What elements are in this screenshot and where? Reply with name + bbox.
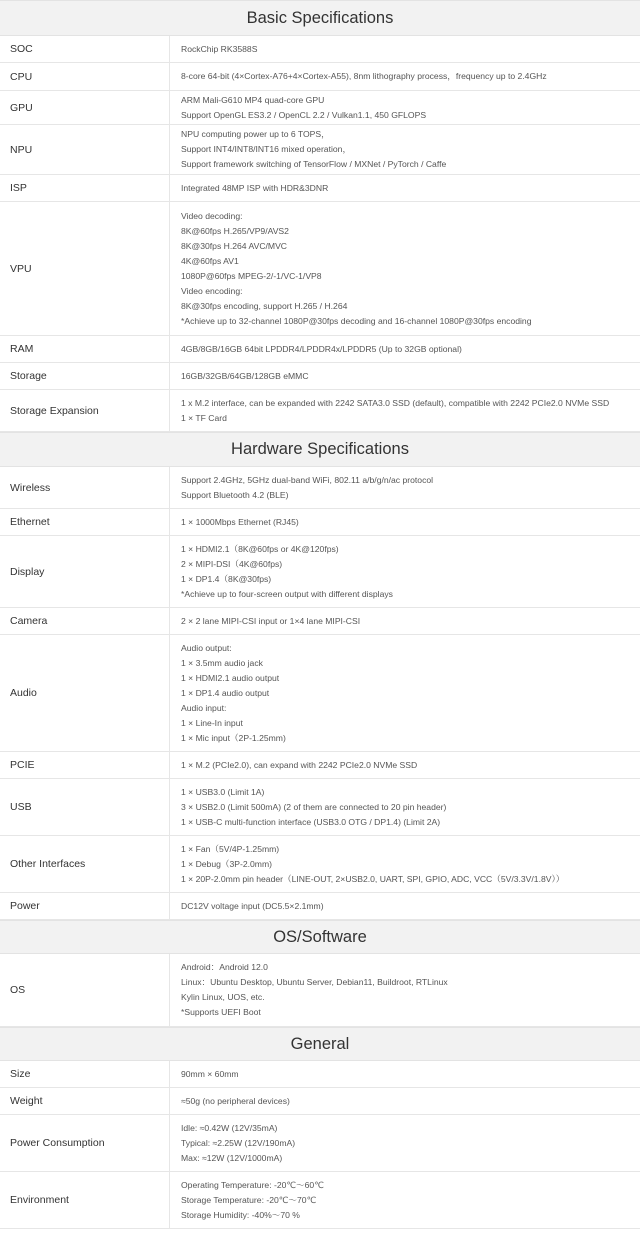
spec-value-line: *Achieve up to four-screen output with different displays: [181, 588, 393, 599]
spec-value: [170, 635, 640, 751]
spec-label: Size: [0, 1061, 170, 1087]
spec-label: Power: [0, 893, 170, 919]
spec-label: VPU: [0, 202, 170, 335]
spec-row: [0, 1172, 640, 1229]
spec-label: GPU: [0, 91, 170, 124]
spec-row: [0, 954, 640, 1027]
spec-label: Weight: [0, 1088, 170, 1114]
spec-value: [170, 752, 640, 778]
spec-row: [0, 336, 640, 363]
spec-value: [170, 1115, 640, 1171]
spec-row: [0, 390, 640, 432]
spec-value-line: 4K@60fps AV1: [181, 255, 239, 266]
spec-value-line: 1 × DP1.4 audio output: [181, 687, 270, 698]
spec-value: [170, 836, 640, 892]
spec-label: CPU: [0, 63, 170, 90]
spec-value-line: Integrated 48MP ISP with HDR&3DNR: [181, 182, 329, 193]
spec-row: [0, 202, 640, 336]
spec-label: NPU: [0, 125, 170, 174]
spec-value-line: 1 × 1000Mbps Ethernet (RJ45): [181, 516, 299, 527]
spec-value-line: 8-core 64-bit (4×Cortex-A76+4×Cortex-A55), 8nm lithography process，frequency up to 2.4GHz: [181, 71, 547, 81]
spec-value-line: 2 × 2 lane MIPI-CSI input or 1×4 lane MIPI-CSI: [181, 615, 361, 626]
spec-value-line: 3 × USB2.0 (Limit 500mA) (2 of them are connected to 20 pin header): [181, 801, 447, 812]
spec-row: [0, 363, 640, 390]
spec-label: Camera: [0, 608, 170, 634]
spec-value-line: Support 2.4GHz, 5GHz dual-band WiFi, 802.11 a/b/g/n/ac protocol: [181, 474, 434, 485]
spec-value-line: 16GB/32GB/64GB/128GB eMMC: [181, 370, 309, 381]
spec-value-line: Max: ≈12W (12V/1000mA): [181, 1152, 283, 1163]
spec-label: RAM: [0, 336, 170, 362]
spec-row: [0, 91, 640, 125]
spec-row: [0, 175, 640, 202]
spec-label: USB: [0, 779, 170, 835]
spec-value-line: 8K@60fps H.265/VP9/AVS2: [181, 225, 289, 236]
spec-label: Storage: [0, 363, 170, 389]
spec-value-line: 8K@30fps encoding, support H.265 / H.264: [181, 300, 348, 311]
spec-value-line: 2 × MIPI-DSI（4K@60fps): [181, 558, 283, 569]
spec-label: Other Interfaces: [0, 836, 170, 892]
section-title: Hardware Specifications: [0, 432, 640, 467]
spec-value-line: 1 × Mic input（2P-1.25mm): [181, 732, 286, 743]
spec-value-line: 4GB/8GB/16GB 64bit LPDDR4/LPDDR4x/LPDDR5 (Up to 32GB optional): [181, 343, 462, 354]
spec-value: [170, 125, 640, 174]
spec-value-line: 1 × HDMI2.1 audio output: [181, 672, 280, 683]
spec-label: Power Consumption: [0, 1115, 170, 1171]
spec-value-line: 8K@30fps H.264 AVC/MVC: [181, 240, 288, 251]
spec-row: [0, 893, 640, 920]
spec-row: [0, 1061, 640, 1088]
spec-label: Audio: [0, 635, 170, 751]
spec-row: [0, 63, 640, 91]
spec-value-line: NPU computing power up to 6 TOPS，: [181, 129, 330, 139]
spec-value-line: *Achieve up to 32-channel 1080P@30fps decoding and 16-channel 1080P@30fps encoding: [181, 315, 532, 326]
spec-row: [0, 779, 640, 836]
spec-value: [170, 91, 640, 124]
spec-row: [0, 1115, 640, 1172]
spec-value: [170, 63, 640, 90]
spec-section: [0, 920, 640, 1027]
spec-row: [0, 536, 640, 608]
spec-value-line: Typical: ≈2.25W (12V/190mA): [181, 1137, 296, 1148]
spec-value-line: Support framework switching of TensorFlow / MXNet / PyTorch / Caffe: [181, 159, 447, 169]
spec-value-line: Idle: ≈0.42W (12V/35mA): [181, 1122, 278, 1133]
spec-label: PCIE: [0, 752, 170, 778]
spec-value-line: 1080P@60fps MPEG-2/-1/VC-1/VP8: [181, 270, 322, 281]
spec-value: [170, 363, 640, 389]
spec-value-line: Video encoding:: [181, 285, 243, 296]
spec-section: [0, 432, 640, 920]
spec-value: [170, 536, 640, 607]
section-title: OS/Software: [0, 920, 640, 954]
spec-value-line: RockChip RK3588S: [181, 43, 258, 54]
spec-value: [170, 175, 640, 201]
spec-value-line: Android：Android 12.0: [181, 962, 268, 972]
spec-value-line: 1 × Debug（3P-2.0mm): [181, 858, 272, 869]
spec-value-line: Storage Humidity: -40%～70 %: [181, 1209, 300, 1220]
spec-label: Ethernet: [0, 509, 170, 535]
spec-row: [0, 608, 640, 635]
spec-value: [170, 1061, 640, 1087]
spec-value: [170, 1172, 640, 1228]
spec-value-line: Support INT4/INT8/INT16 mixed operation，: [181, 144, 352, 154]
spec-value: [170, 608, 640, 634]
spec-value: [170, 509, 640, 535]
spec-value: [170, 390, 640, 431]
spec-label: ISP: [0, 175, 170, 201]
spec-value-line: ≈50g (no peripheral devices): [181, 1095, 290, 1106]
spec-value: [170, 1088, 640, 1114]
spec-value-line: Video decoding:: [181, 210, 243, 221]
spec-label: Display: [0, 536, 170, 607]
spec-section: [0, 1027, 640, 1229]
spec-value-line: Operating Temperature: -20℃～60℃: [181, 1179, 324, 1190]
spec-value-line: 1 × USB3.0 (Limit 1A): [181, 786, 265, 797]
spec-value: [170, 467, 640, 508]
spec-label: Environment: [0, 1172, 170, 1228]
spec-value-line: 1 × DP1.4（8K@30fps): [181, 573, 272, 584]
spec-value-line: 1 × 3.5mm audio jack: [181, 657, 263, 668]
spec-value-line: 1 × 20P-2.0mm pin header（LINE-OUT, 2×USB2.0, UART, SPI, GPIO, ADC, VCC（5V/3.3V/1.8V））: [181, 873, 565, 884]
spec-value-line: 1 × Line-In input: [181, 717, 243, 728]
spec-value-line: Storage Temperature: -20℃～70℃: [181, 1194, 317, 1205]
spec-value: [170, 779, 640, 835]
section-title: Basic Specifications: [0, 0, 640, 36]
spec-value-line: Audio input:: [181, 702, 227, 713]
spec-row: [0, 1088, 640, 1115]
section-title: General: [0, 1027, 640, 1061]
spec-row: [0, 836, 640, 893]
spec-value-line: DC12V voltage input (DC5.5×2.1mm): [181, 900, 324, 911]
spec-section: [0, 0, 640, 432]
spec-value-line: *Supports UEFI Boot: [181, 1007, 261, 1017]
spec-value-line: 1 × HDMI2.1（8K@60fps or 4K@120fps): [181, 543, 339, 554]
spec-value-line: 1 × Fan（5V/4P-1.25mm): [181, 843, 280, 854]
spec-value-line: Audio output:: [181, 642, 232, 653]
spec-value-line: 1 x M.2 interface, can be expanded with 2242 SATA3.0 SSD (default), compatible with 2242 PCIe2.0 NVMe SSD: [181, 397, 610, 408]
spec-value-line: Support Bluetooth 4.2 (BLE): [181, 489, 289, 500]
spec-label: Wireless: [0, 467, 170, 508]
spec-value-line: ARM Mali-G610 MP4 quad-core GPU: [181, 94, 325, 105]
spec-value-line: 1 × M.2 (PCIe2.0), can expand with 2242 PCIe2.0 NVMe SSD: [181, 759, 418, 770]
spec-value-line: 1 × TF Card: [181, 412, 227, 423]
spec-row: [0, 36, 640, 63]
spec-row: [0, 509, 640, 536]
spec-label: SOC: [0, 36, 170, 62]
spec-row: [0, 125, 640, 175]
spec-row: [0, 752, 640, 779]
spec-value-line: Support OpenGL ES3.2 / OpenCL 2.2 / Vulkan1.1, 450 GFLOPS: [181, 109, 427, 120]
spec-value: [170, 893, 640, 919]
spec-value: [170, 202, 640, 335]
spec-value-line: 1 × USB-C multi-function interface (USB3.0 OTG / DP1.4) (Limit 2A): [181, 816, 441, 827]
spec-row: [0, 467, 640, 509]
spec-label: OS: [0, 954, 170, 1026]
spec-value: [170, 36, 640, 62]
spec-value-line: Kylin Linux, UOS, etc.: [181, 992, 265, 1002]
spec-value: [170, 954, 640, 1026]
spec-value: [170, 336, 640, 362]
spec-row: [0, 635, 640, 752]
spec-label: Storage Expansion: [0, 390, 170, 431]
spec-value-line: Linux：Ubuntu Desktop, Ubuntu Server, Debian11, Buildroot, RTLinux: [181, 977, 448, 987]
spec-value-line: 90mm × 60mm: [181, 1068, 239, 1079]
